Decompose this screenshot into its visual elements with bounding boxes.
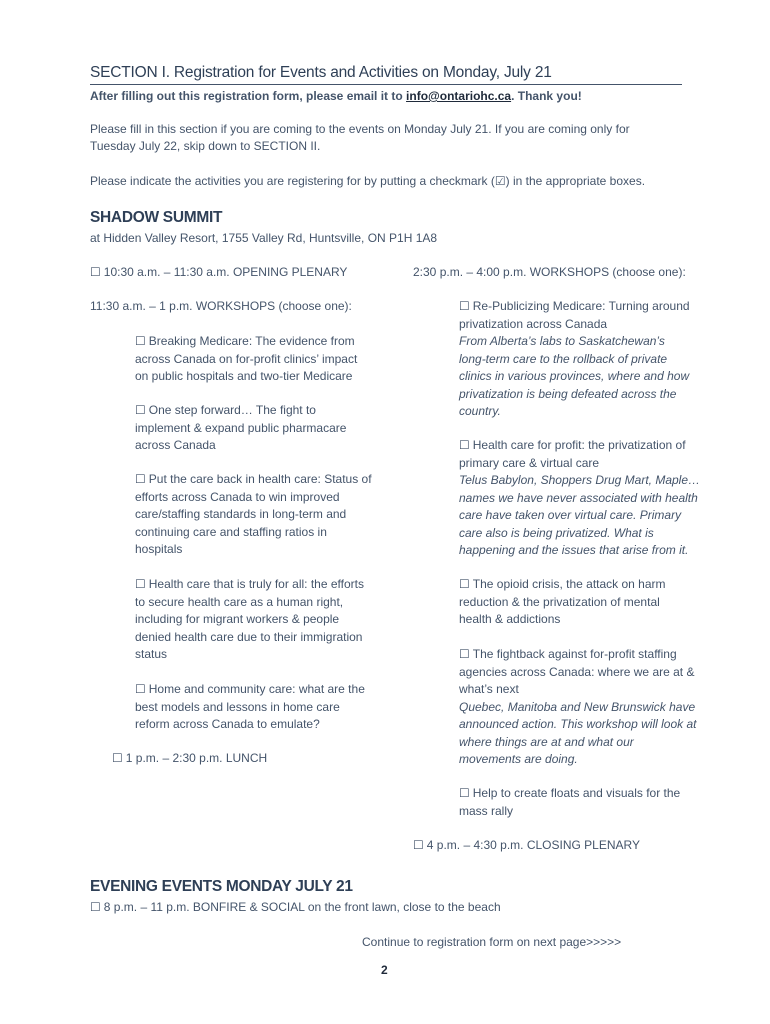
workshop-title-line: across Canada	[135, 438, 216, 452]
workshop-description-line: happening and the issues that arise from it.	[459, 543, 689, 557]
workshop-option-primary-care-privatization[interactable]	[459, 437, 711, 560]
workshop-title-line: across Canada on for-profit clinics’ impact	[135, 351, 358, 366]
intro-line-2: Tuesday July 22, skip down to SECTION II.	[90, 139, 321, 153]
closing-plenary-label: 4 p.m. – 4:30 p.m. CLOSING PLENARY	[426, 838, 640, 852]
checkbox-icon[interactable]: ☐	[135, 472, 146, 486]
workshop-title-line: what’s next	[459, 682, 519, 696]
workshop-title-line: One step forward… The fight to	[148, 403, 316, 417]
workshop-title-line: continuing care and staffing ratios in	[135, 524, 327, 539]
email-instruction-after: . Thank you!	[511, 89, 582, 103]
workshop-option-health-care-for-all[interactable]	[135, 576, 387, 664]
workshop-option-staffing-agencies[interactable]	[459, 646, 711, 769]
workshop-description-line: movements are doing.	[459, 752, 578, 766]
workshop-title-line: privatization across Canada	[459, 316, 608, 331]
workshop-description-line: long-term care to the rollback of private	[459, 351, 668, 366]
checkbox-icon[interactable]: ☐	[135, 403, 146, 417]
workshop-title-line: status	[135, 647, 168, 661]
checkbox-icon[interactable]: ☐	[413, 838, 424, 852]
workshop-title-line: reform across Canada to emulate?	[135, 717, 320, 731]
workshop-description-line: names we have never associated with health	[459, 490, 698, 505]
opening-plenary-option[interactable]	[90, 264, 347, 282]
workshop-title-line: care/staffing standards in long-term and	[135, 507, 347, 521]
checkbox-icon[interactable]: ☐	[459, 299, 470, 313]
checkbox-icon[interactable]: ☐	[459, 786, 470, 800]
workshop-title-line: agencies across Canada: where we are at &	[459, 664, 695, 679]
bonfire-option[interactable]	[90, 899, 501, 917]
section-title: SECTION I. Registration for Events and Activities on Monday, July 21	[90, 64, 682, 85]
workshop-title-line: The fightback against for-profit staffing	[472, 647, 677, 661]
email-instruction	[90, 88, 582, 106]
email-instruction-before: After filling out this registration form, please email it to	[90, 89, 407, 103]
checkbox-icon[interactable]: ☐	[135, 682, 146, 696]
workshop-title-line: denied health care due to their immigration	[135, 629, 363, 644]
workshop-title-line: mass rally	[459, 803, 514, 818]
workshop-description-line: From Alberta’s labs to Saskatchewan’s	[459, 334, 665, 348]
workshop-title-line: to secure health care as a human right,	[135, 594, 344, 609]
shadow-summit-location: at Hidden Valley Resort, 1755 Valley Rd, Huntsville, ON P1H 1A8	[90, 231, 438, 245]
intro-line-1: Please fill in this section if you are coming to the events on Monday July 21. If you are coming only for	[90, 122, 630, 136]
workshop-title-line: reduction & the privatization of mental	[459, 594, 660, 609]
workshop-title-line: Health care for profit: the privatization of	[472, 438, 686, 452]
workshop-title-line: primary care & virtual care	[459, 455, 600, 470]
checkbox-icon[interactable]: ☐	[112, 751, 123, 765]
workshop-description-line: privatization is being defeated across the	[459, 386, 677, 401]
workshop-description-line: where things are at and what our	[459, 734, 634, 749]
workshop-option-breaking-medicare[interactable]	[135, 333, 387, 386]
checkbox-icon[interactable]: ☐	[459, 647, 470, 661]
workshop-option-opioid-crisis[interactable]	[459, 576, 711, 629]
workshop-description-line: Quebec, Manitoba and New Brunswick have	[459, 699, 696, 714]
workshop-title-line: Health care that is truly for all: the efforts	[148, 577, 364, 591]
workshop-title-line: including for migrant workers & people	[135, 612, 340, 626]
checkbox-icon[interactable]: ☐	[459, 577, 470, 591]
workshop-option-pharmacare[interactable]	[135, 402, 387, 455]
indicate-instruction: Please indicate the activities you are registering for by putting a checkmark (☑) in the appropriate boxes.	[90, 174, 646, 188]
checkbox-icon[interactable]: ☐	[90, 900, 101, 914]
shadow-summit-heading: SHADOW SUMMIT	[90, 209, 223, 226]
workshop-title-line: hospitals	[135, 542, 183, 556]
workshop-description-line: care also is being privatized. What is	[459, 525, 654, 540]
workshop-title-line: The opioid crisis, the attack on harm	[472, 577, 666, 591]
workshop-option-re-publicizing-medicare[interactable]	[459, 298, 711, 421]
email-link[interactable]: info@ontariohc.ca	[406, 89, 512, 103]
workshop-option-home-care[interactable]	[135, 681, 387, 734]
workshop-title-line: implement & expand public pharmacare	[135, 420, 347, 435]
continue-note: Continue to registration form on next page>>>>>	[362, 935, 622, 949]
lunch-option[interactable]	[112, 750, 267, 768]
workshop-description-line: care have taken over virtual care. Primary	[459, 508, 682, 522]
workshop-title-line: Put the care back in health care: Status of	[148, 472, 372, 486]
workshop-title-line: Re-Publicizing Medicare: Turning around	[472, 299, 690, 313]
workshop-title-line: health & addictions	[459, 612, 561, 626]
workshop-option-floats-and-visuals[interactable]	[459, 785, 711, 820]
morning-workshops-heading: 11:30 a.m. – 1 p.m. WORKSHOPS (choose one):	[90, 299, 352, 313]
bonfire-label: 8 p.m. – 11 p.m. BONFIRE & SOCIAL on the front lawn, close to the beach	[103, 900, 501, 914]
checkbox-icon[interactable]: ☐	[459, 438, 470, 452]
workshop-description-line: announced action. This workshop will look at	[459, 717, 697, 731]
workshop-title-line: efforts across Canada to win improved	[135, 489, 340, 504]
closing-plenary-option[interactable]	[413, 837, 640, 855]
workshop-title-line: Home and community care: what are the	[148, 682, 365, 696]
workshop-title-line: on public hospitals and two-tier Medicare	[135, 369, 353, 383]
workshop-title-line: best models and lessons in home care	[135, 699, 340, 714]
workshop-description-line: country.	[459, 404, 501, 418]
evening-events-heading: EVENING EVENTS MONDAY JULY 21	[90, 878, 353, 895]
workshop-title-line: Breaking Medicare: The evidence from	[148, 334, 355, 348]
checkbox-icon[interactable]: ☐	[135, 334, 146, 348]
page-number: 2	[381, 963, 388, 977]
lunch-label: 1 p.m. – 2:30 p.m. LUNCH	[125, 751, 268, 765]
workshop-description-line: Telus Babylon, Shoppers Drug Mart, Maple…	[459, 473, 701, 487]
opening-plenary-label: 10:30 a.m. – 11:30 a.m. OPENING PLENARY	[103, 265, 348, 279]
afternoon-workshops-heading: 2:30 p.m. – 4:00 p.m. WORKSHOPS (choose one):	[413, 265, 686, 279]
workshop-option-care-standards[interactable]	[135, 471, 387, 559]
checkbox-icon[interactable]: ☐	[135, 577, 146, 591]
workshop-title-line: Help to create floats and visuals for the	[472, 786, 681, 800]
checkbox-icon[interactable]: ☐	[90, 265, 101, 279]
workshop-description-line: clinics in various provinces, where and how	[459, 369, 690, 383]
